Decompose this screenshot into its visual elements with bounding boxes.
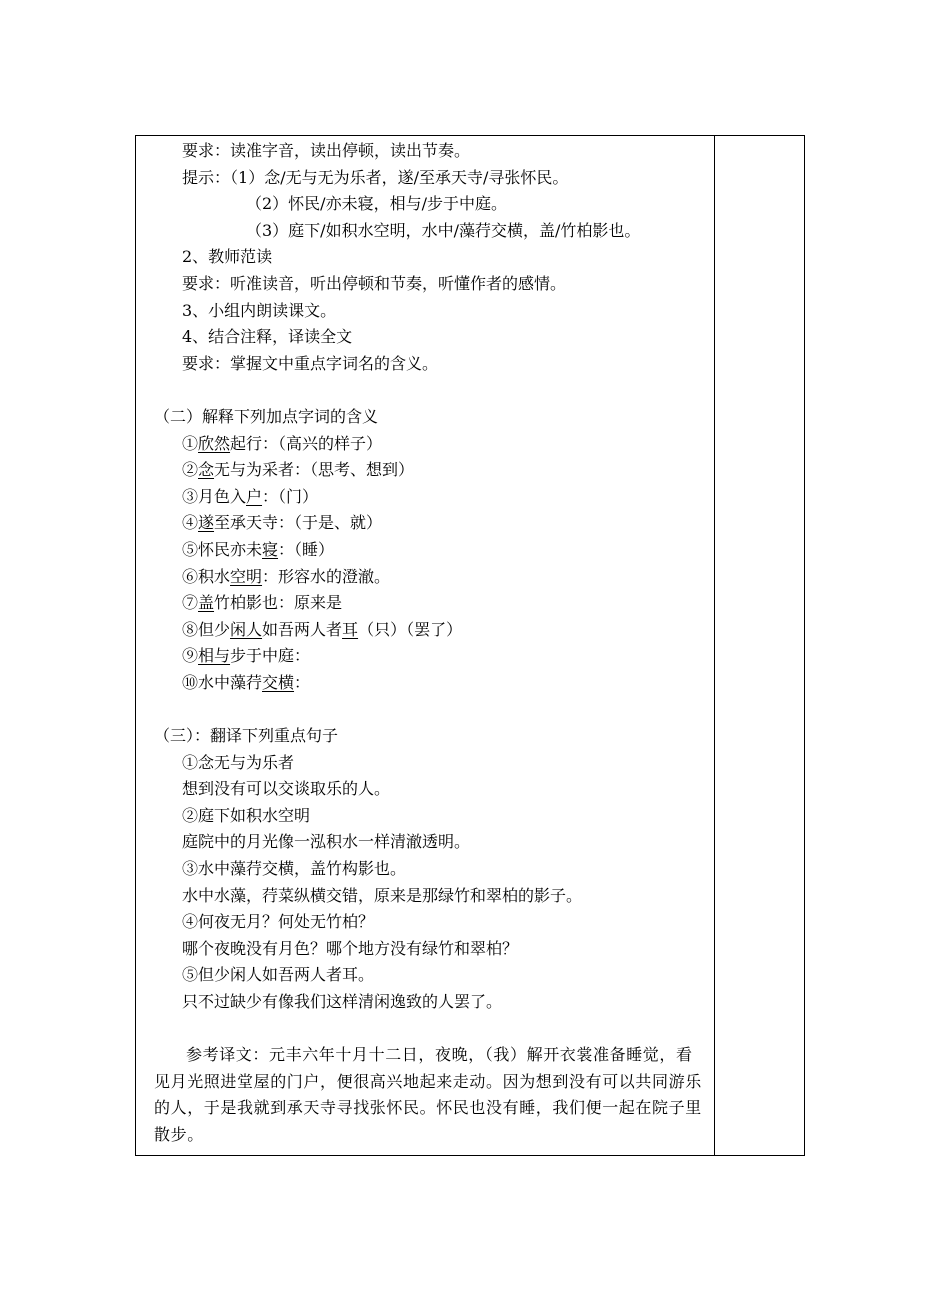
lesson-table: [135, 135, 805, 1156]
hint-label: 提示：: [182, 167, 231, 187]
words-heading: （二）解释下列加点字词的含义: [154, 406, 379, 426]
sentences-heading: （三）：翻译下列重点句子: [154, 726, 339, 746]
word-item: ⑥积水空明：形容水的澄澈。: [182, 566, 391, 586]
sentence-original: ④何夜无月？何处无竹柏？: [182, 912, 375, 932]
sentence-original: ②庭下如积水空明: [182, 805, 311, 825]
reading-hint-1: [154, 165, 709, 192]
translate-requirement: 要求：掌握文中重点字词名的含义。: [182, 353, 439, 373]
spacer: [154, 377, 709, 404]
step-translate: 4、结合注释，译读全文: [182, 327, 353, 347]
word-item: ④遂至承天寺：（于是、就）: [182, 513, 383, 533]
reading-hint-2: （2）怀民/亦未寝，相与/步于中庭。: [246, 194, 507, 214]
step-teacher-reading: 2、教师范读: [182, 247, 273, 267]
spacer: [154, 1016, 709, 1043]
word-list: [154, 431, 709, 697]
word-item: ③月色入户：（门）: [182, 486, 319, 506]
spacer: [154, 696, 709, 723]
step-group-reading: 3、小组内朗读课文。: [182, 300, 337, 320]
notes-cell: [715, 136, 805, 1155]
reference-translation: 参考译文：元丰六年十月十二日，夜晚，（我）解开衣裳准备睡觉，看见月光照进堂屋的门户，便很高兴地起来走动。因为想到没有可以共同游乐的人，于是我就到承天寺寻找张怀民。怀民也没有睡，我们便一起在院子里散步。: [154, 1045, 702, 1144]
sentence-list: [154, 750, 709, 1016]
lesson-content-cell: [154, 138, 709, 1149]
word-item: ⑨相与步于中庭：: [182, 646, 311, 666]
word-item: ①欣然起行：（高兴的样子）: [182, 433, 383, 453]
reading-hint-3: （3）庭下/如积水空明，水中/藻荇交横，盖/竹柏影也。: [246, 220, 641, 240]
hint-text: （1）念/无与无为乐者，遂/至承天寺/寻张怀民。: [230, 167, 569, 187]
reading-requirement: 要求：读准字音，读出停顿，读出节奏。: [182, 141, 471, 160]
sentence-translation: 只不过缺少有像我们这样清闲逸致的人罢了。: [182, 992, 503, 1011]
sentence-original: ③水中藻荇交横，盖竹构影也。: [182, 859, 407, 879]
sentence-translation: 想到没有可以交谈取乐的人。: [182, 779, 391, 799]
sentence-translation: 水中水藻，荇菜纵横交错，原来是那绿竹和翠柏的影子。: [182, 885, 583, 905]
word-item: ⑩水中藻荇交横：: [182, 672, 311, 692]
sentence-original: ⑤但少闲人如吾两人者耳。: [182, 965, 375, 985]
word-item: ⑤怀民亦未寝：（睡）: [182, 539, 335, 559]
word-item: ②念无与为采者：（思考、想到）: [182, 460, 415, 480]
word-item: ⑦盖竹柏影也：原来是: [182, 593, 343, 613]
word-item: ⑧但少闲人如吾两人者耳（只）（罢了）: [182, 619, 463, 639]
sentence-translation: 庭院中的月光像一泓积水一样清澈透明。: [182, 832, 471, 852]
sentence-original: ①念无与为乐者: [182, 752, 295, 772]
sentence-translation: 哪个夜晚没有月色？哪个地方没有绿竹和翠柏？: [182, 938, 519, 958]
listening-requirement: 要求：听准读音，听出停顿和节奏，听懂作者的感情。: [182, 273, 567, 293]
